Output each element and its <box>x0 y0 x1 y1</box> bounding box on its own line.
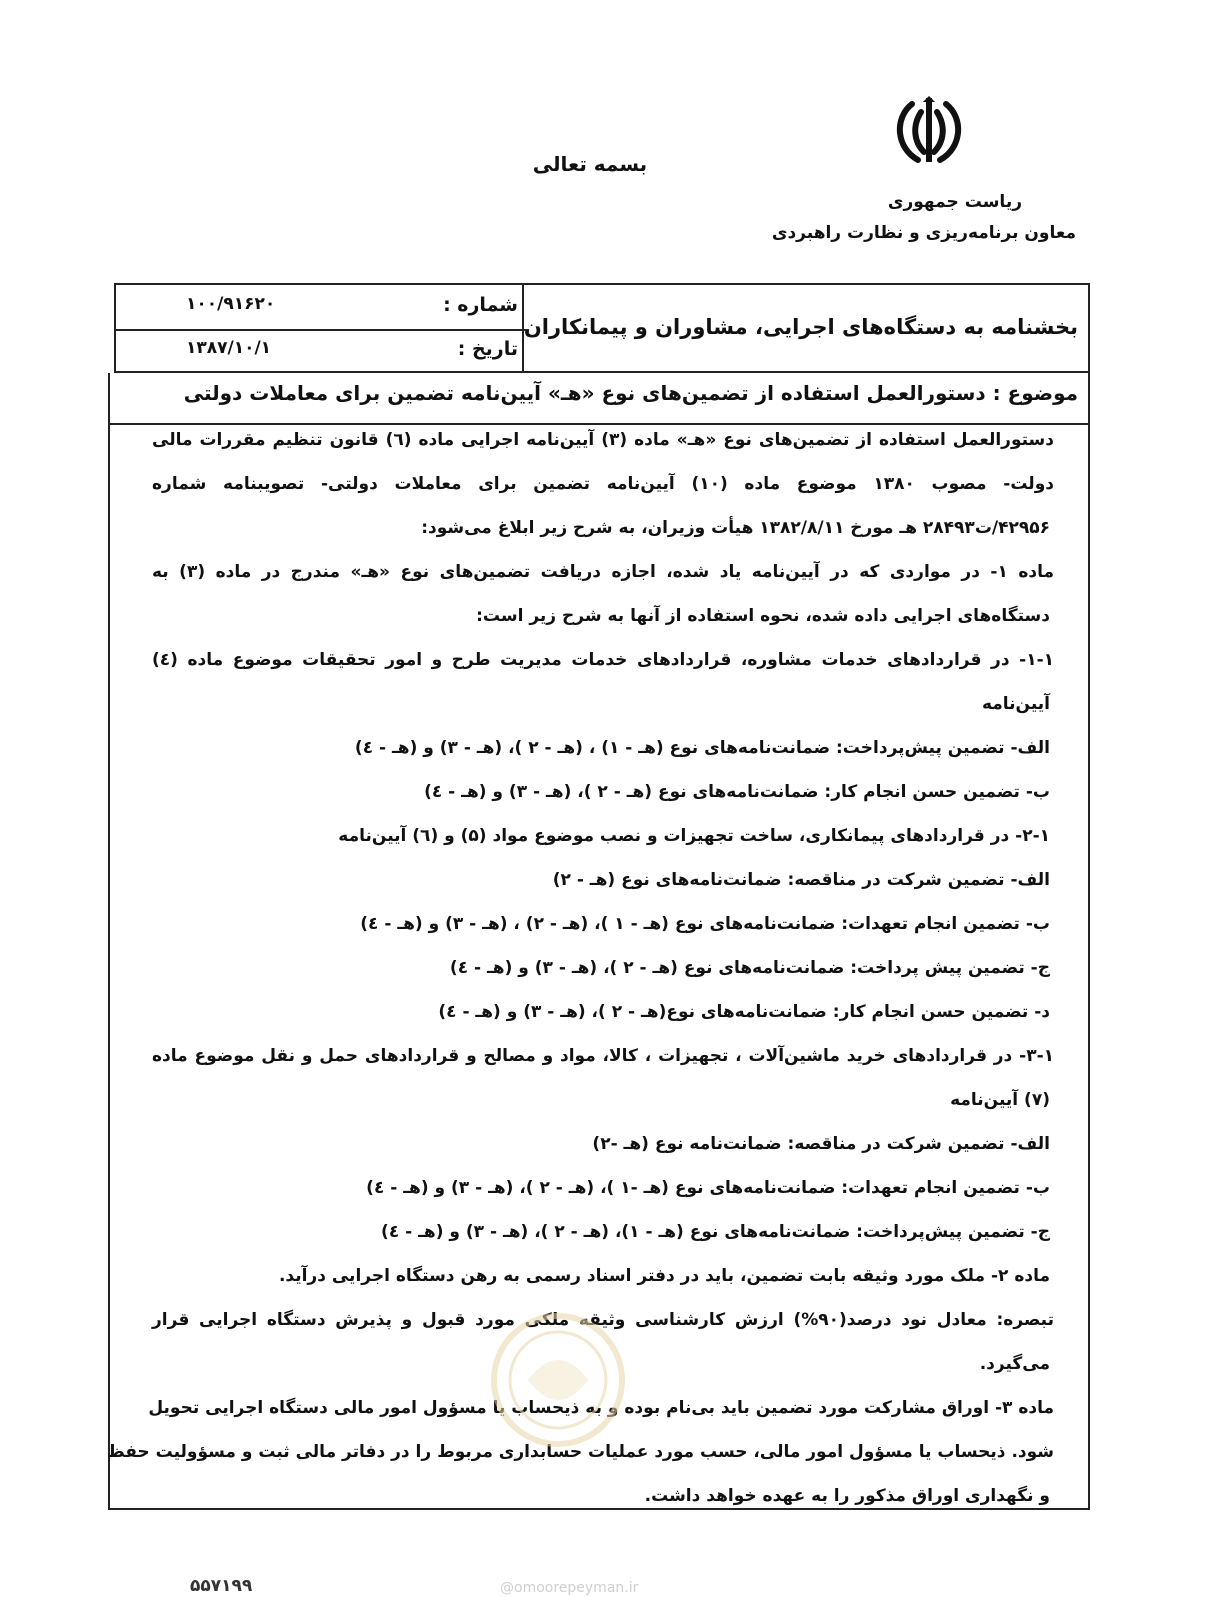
body-line: الف- تضمین شرکت در مناقصه: ضمانت‌نامه‌های نوع (هـ - ۲) <box>552 870 1050 890</box>
body-line: ۳-۱- در قراردادهای خرید ماشین‌آلات ، تجهیزات ، کالا، مواد و مصالح و قراردادهای حمل و نقل موضوع ماده <box>152 1046 1054 1066</box>
body-line: ۱-۱- در قراردادهای خدمات مشاوره، قراردادهای خدمات مدیریت طرح و امور تحقیقات موضوع ماده (٤) <box>152 650 1054 670</box>
date-value: ۱۳۸۷/۱۰/۱ <box>186 338 272 358</box>
body-line: می‌گیرد. <box>979 1354 1050 1374</box>
body-line: الف- تضمین شرکت در مناقصه: ضمانت‌نامه نوع (هـ -۲) <box>592 1134 1050 1154</box>
body-line: و نگهداری اوراق مذکور را به عهده خواهد داشت. <box>644 1486 1050 1506</box>
body-line: دستورالعمل استفاده از تضمین‌های نوع «هـ» ماده (۳) آیین‌نامه اجرایی ماده (٦) قانون تنظیم مقررات مالی <box>152 430 1055 450</box>
date-row <box>116 329 526 373</box>
watermark-stamp-icon <box>488 1310 628 1450</box>
body-line: ماده ۲- ملک مورد وثیقه بابت تضمین، باید در دفتر اسناد رسمی به رهن دستگاه اجرایی درآید. <box>278 1266 1050 1286</box>
subject-divider <box>110 423 1088 425</box>
circular-box <box>522 285 1088 371</box>
body-line: ب- تضمین حسن انجام کار: ضمانت‌نامه‌های نوع (هـ - ۲ )، (هـ - ۳) و (هـ - ٤) <box>424 782 1050 802</box>
body-line: د- تضمین حسن انجام کار: ضمانت‌نامه‌های نوع(هـ - ۲ )، (هـ - ۳) و (هـ - ٤) <box>438 1002 1050 1022</box>
body-line: ۴۲۹۵۶/ت۲۸۴۹۳ هـ مورخ ۱۳۸۲/۸/۱۱ هیأت وزیران، به شرح زیر ابلاغ می‌شود: <box>421 518 1050 538</box>
basmala-heading: بسمه تعالی <box>532 152 648 176</box>
body-line: ماده ۱- در مواردی که در آیین‌نامه یاد شده، اجازه دریافت تضمین‌های نوع «هـ» مندرج در ماده (۳) به <box>152 562 1054 582</box>
body-line: ج- تضمین پیش پرداخت: ضمانت‌نامه‌های نوع (هـ - ۲ )، (هـ - ۳) و (هـ - ٤) <box>449 958 1050 978</box>
ref-box <box>116 285 526 371</box>
circular-title: بخشنامه به دستگاه‌های اجرایی، مشاوران و پیمانکاران <box>523 315 1078 339</box>
footer-site: @omoorepeyman.ir <box>500 1580 639 1596</box>
body-line: ب- تضمین انجام تعهدات: ضمانت‌نامه‌های نوع (هـ -۱ )، (هـ - ۲ )، (هـ - ۳) و (هـ - ٤) <box>366 1178 1050 1198</box>
date-label: تاریخ : <box>457 338 518 360</box>
body-line: الف- تضمین پیش‌پرداخت: ضمانت‌نامه‌های نوع (هـ - ۱) ، (هـ - ۲ )، (هـ - ۳) و (هـ - ٤) <box>354 738 1050 758</box>
body-line: آیین‌نامه <box>981 694 1050 714</box>
body-line: ب- تضمین انجام تعهدات: ضمانت‌نامه‌های نوع (هـ - ۱ )، (هـ - ۲) ، (هـ - ۳) و (هـ - ٤) <box>360 914 1050 934</box>
body-line: (۷) آیین‌نامه <box>950 1090 1050 1110</box>
body-line: دستگاه‌های اجرایی داده شده، نحوه استفاده از آنها به شرح زیر است: <box>476 606 1050 626</box>
header-table <box>114 283 1090 373</box>
number-row <box>116 285 526 331</box>
subject-line: موضوع : دستورالعمل استفاده از تضمین‌های نوع «هـ» آیین‌نامه تضمین برای معاملات دولتی <box>183 381 1078 405</box>
iran-emblem-icon <box>888 96 970 168</box>
body-line: ماده ۳- اوراق مشارکت مورد تضمین باید بی‌نام بوده و به ذیحساب یا مسؤول امور مالی دستگاه اجرایی تحویل <box>148 1398 1054 1418</box>
number-label: شماره : <box>443 294 518 316</box>
body-line: دولت- مصوب ۱۳۸۰ موضوع ماده (۱۰) آیین‌نامه تضمین برای معاملات دولتی- تصویبنامه شماره <box>152 474 1054 494</box>
body-line: ۲-۱- در قراردادهای پیمانکاری، ساخت تجهیزات و نصب موضوع مواد (۵) و (٦) آیین‌نامه <box>338 826 1050 846</box>
org-deputy: معاون برنامه‌ریزی و نظارت راهبردی <box>771 223 1076 243</box>
org-presidency: ریاست جمهوری <box>887 192 1022 212</box>
number-value: ۱۰۰/۹۱۶۲۰ <box>186 294 276 314</box>
body-line: شود. ذیحساب یا مسؤول امور مالی، حسب مورد عملیات حسابداری مربوط را در دفاتر مالی ثبت و مسؤولیت حفظ <box>106 1442 1054 1462</box>
body-line: تبصره: معادل نود درصد(۹۰%) ارزش کارشناسی وثیقه ملکی مورد قبول و پذیرش دستگاه اجرایی قرار <box>152 1310 1054 1330</box>
body-line: ج- تضمین پیش‌پرداخت: ضمانت‌نامه‌های نوع (هـ - ۱)، (هـ - ۲ )، (هـ - ۳) و (هـ - ٤) <box>381 1222 1050 1242</box>
footer-number: ۵۵۷۱۹۹ <box>190 1576 253 1596</box>
